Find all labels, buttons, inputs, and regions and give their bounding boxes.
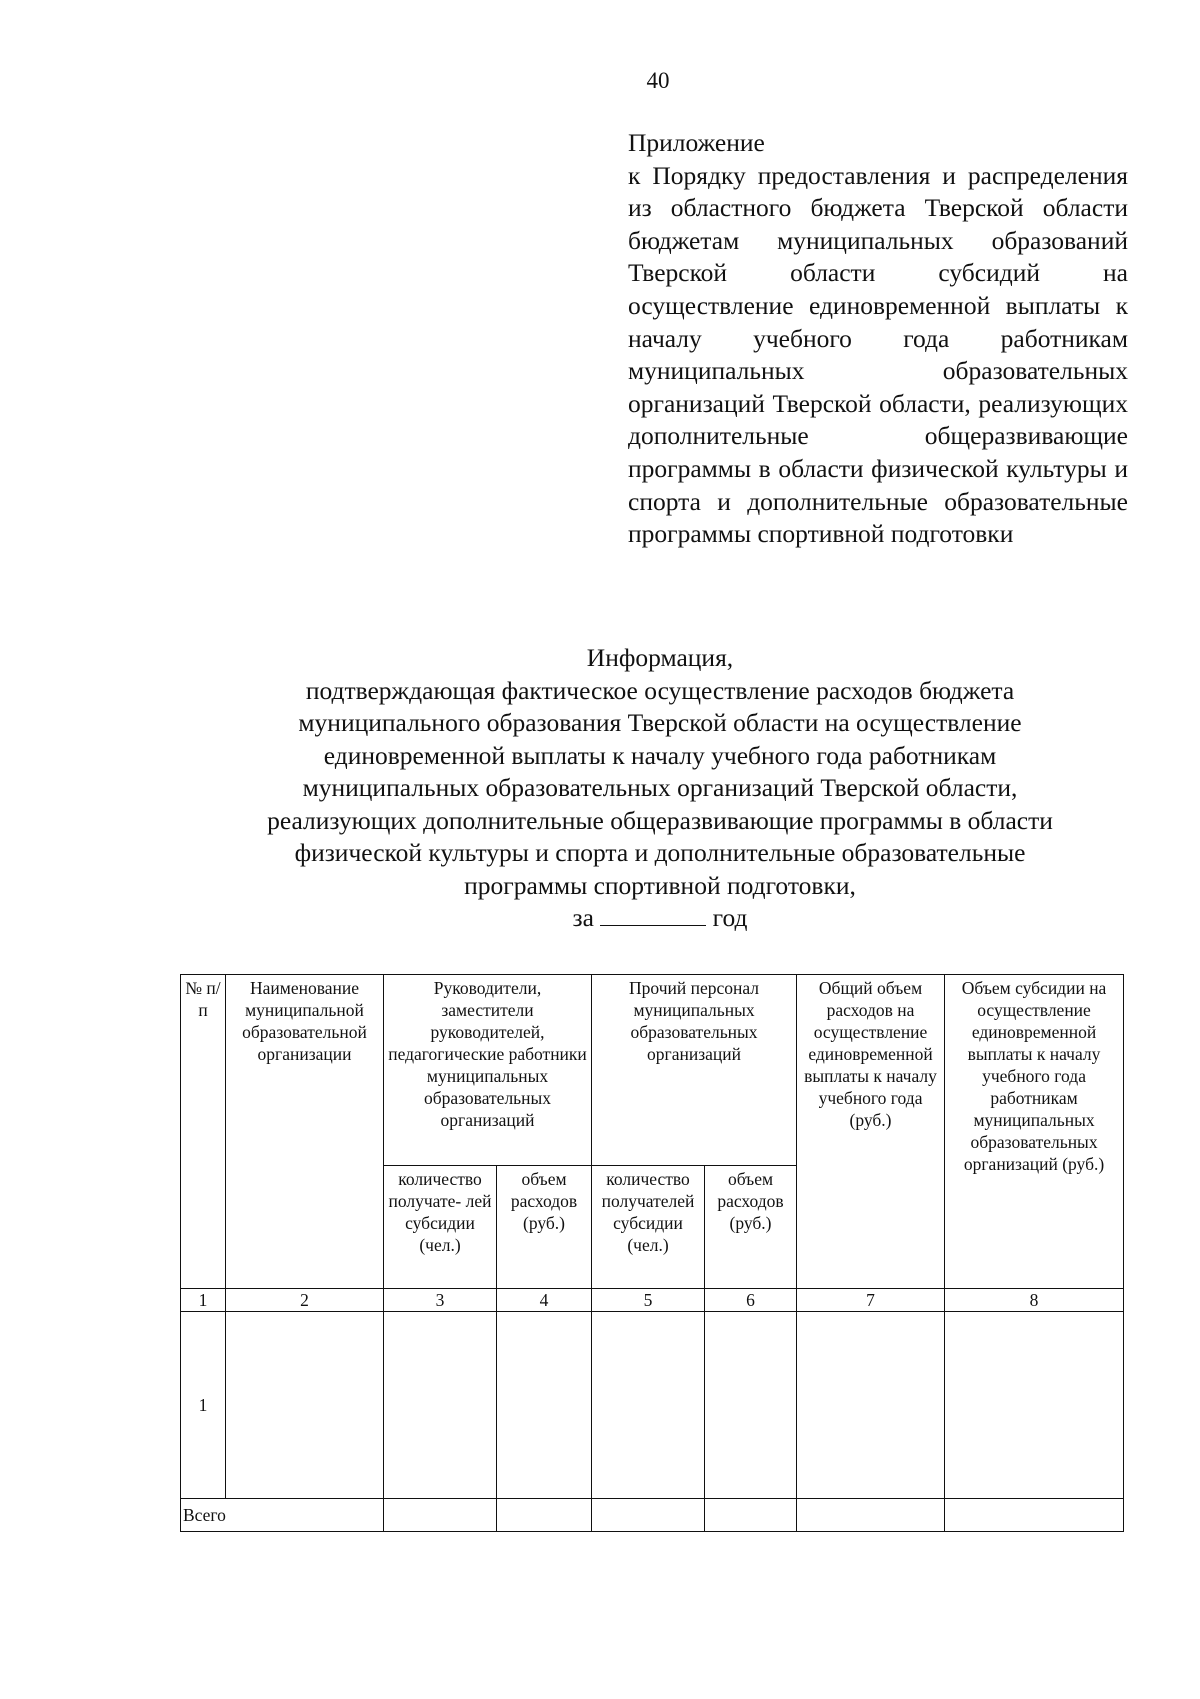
period-suffix: год [712,903,748,932]
column-number: 7 [797,1289,945,1312]
cell-managers-expenses[interactable] [497,1312,592,1499]
appendix-block [628,127,1128,551]
column-number: 1 [181,1289,226,1312]
heading-line: подтверждающая фактическое осуществление расходов бюджета [305,675,1015,705]
cell-subsidy-volume[interactable] [945,1312,1124,1499]
header-org-name: Наименование муниципальной образовательной организации [226,975,384,1289]
heading-line: физической культуры и спорта и дополнительные образовательные [294,838,1026,867]
total-other-expenses[interactable] [705,1499,797,1532]
total-row [181,1499,1124,1532]
heading-line: муниципальных образовательных организаций Тверской области, [302,773,1018,802]
header-other-expenses: объем расходов (руб.) [705,1166,797,1289]
cell-other-expenses[interactable] [705,1312,797,1499]
header-other-count: количество получателей субсидии (чел.) [592,1166,705,1289]
total-other-count[interactable] [592,1499,705,1532]
period-blank-field[interactable] [600,903,706,926]
appendix-text: к Порядку предоставления и распределения из областного бюджета Тверской области бюджетам муниципальных образований Тверской области субсидий на осуществление единовременной выплаты к началу учебного года работникам муниципальных образовательных организаций Тверской области, реализующих дополнительные общеразвивающие программы в области физической культуры и спорта и дополнительные образовательные программы спортивной подготовки [628,160,1128,549]
header-other-staff: Прочий персонал муниципальных образовательных организаций [592,975,797,1166]
column-number-row [181,1289,1124,1312]
total-managers-expenses[interactable] [497,1499,592,1532]
row-index: 1 [181,1312,226,1499]
column-number: 5 [592,1289,705,1312]
total-label: Всего [181,1499,384,1532]
table-row [181,1312,1124,1499]
period-line [160,902,1160,935]
cell-managers-count[interactable] [384,1312,497,1499]
heading-line: муниципального образования Тверской области на осуществление [298,708,1022,737]
header-num: № п/п [181,975,226,1289]
header-managers-count: количество получате- лей субсидии (чел.) [384,1166,497,1289]
cell-other-count[interactable] [592,1312,705,1499]
total-managers-count[interactable] [384,1499,497,1532]
header-subsidy-volume: Объем субсидии на осуществление единовременной выплаты к началу учебного года работникам муниципальных образовательных организаций (руб.) [945,975,1124,1289]
total-total-expenses[interactable] [797,1499,945,1532]
total-subsidy-volume[interactable] [945,1499,1124,1532]
period-prefix: за [572,903,594,932]
heading-line: реализующих дополнительные общеразвивающие программы в области [267,805,1053,835]
appendix-title: Приложение [628,128,765,157]
heading-line: единовременной выплаты к началу учебного года работникам [323,740,997,770]
column-number: 8 [945,1289,1124,1312]
document-heading [160,642,1160,935]
page-number: 40 [646,68,670,93]
column-number: 4 [497,1289,592,1312]
column-number: 6 [705,1289,797,1312]
report-table [180,974,1124,1532]
heading-line: Информация, [586,643,734,672]
cell-org-name[interactable] [226,1312,384,1499]
header-total-expenses: Общий объем расходов на осуществление единовременной выплаты к началу учебного года (руб.) [797,975,945,1289]
cell-total-expenses[interactable] [797,1312,945,1499]
header-managers-expenses: объем расходов (руб.) [497,1166,592,1289]
column-number: 2 [226,1289,384,1312]
header-managers: Руководители, заместители руководителей, педагогические работники муниципальных образовательных организаций [384,975,592,1166]
heading-line: программы спортивной подготовки, [464,870,856,900]
column-number: 3 [384,1289,497,1312]
